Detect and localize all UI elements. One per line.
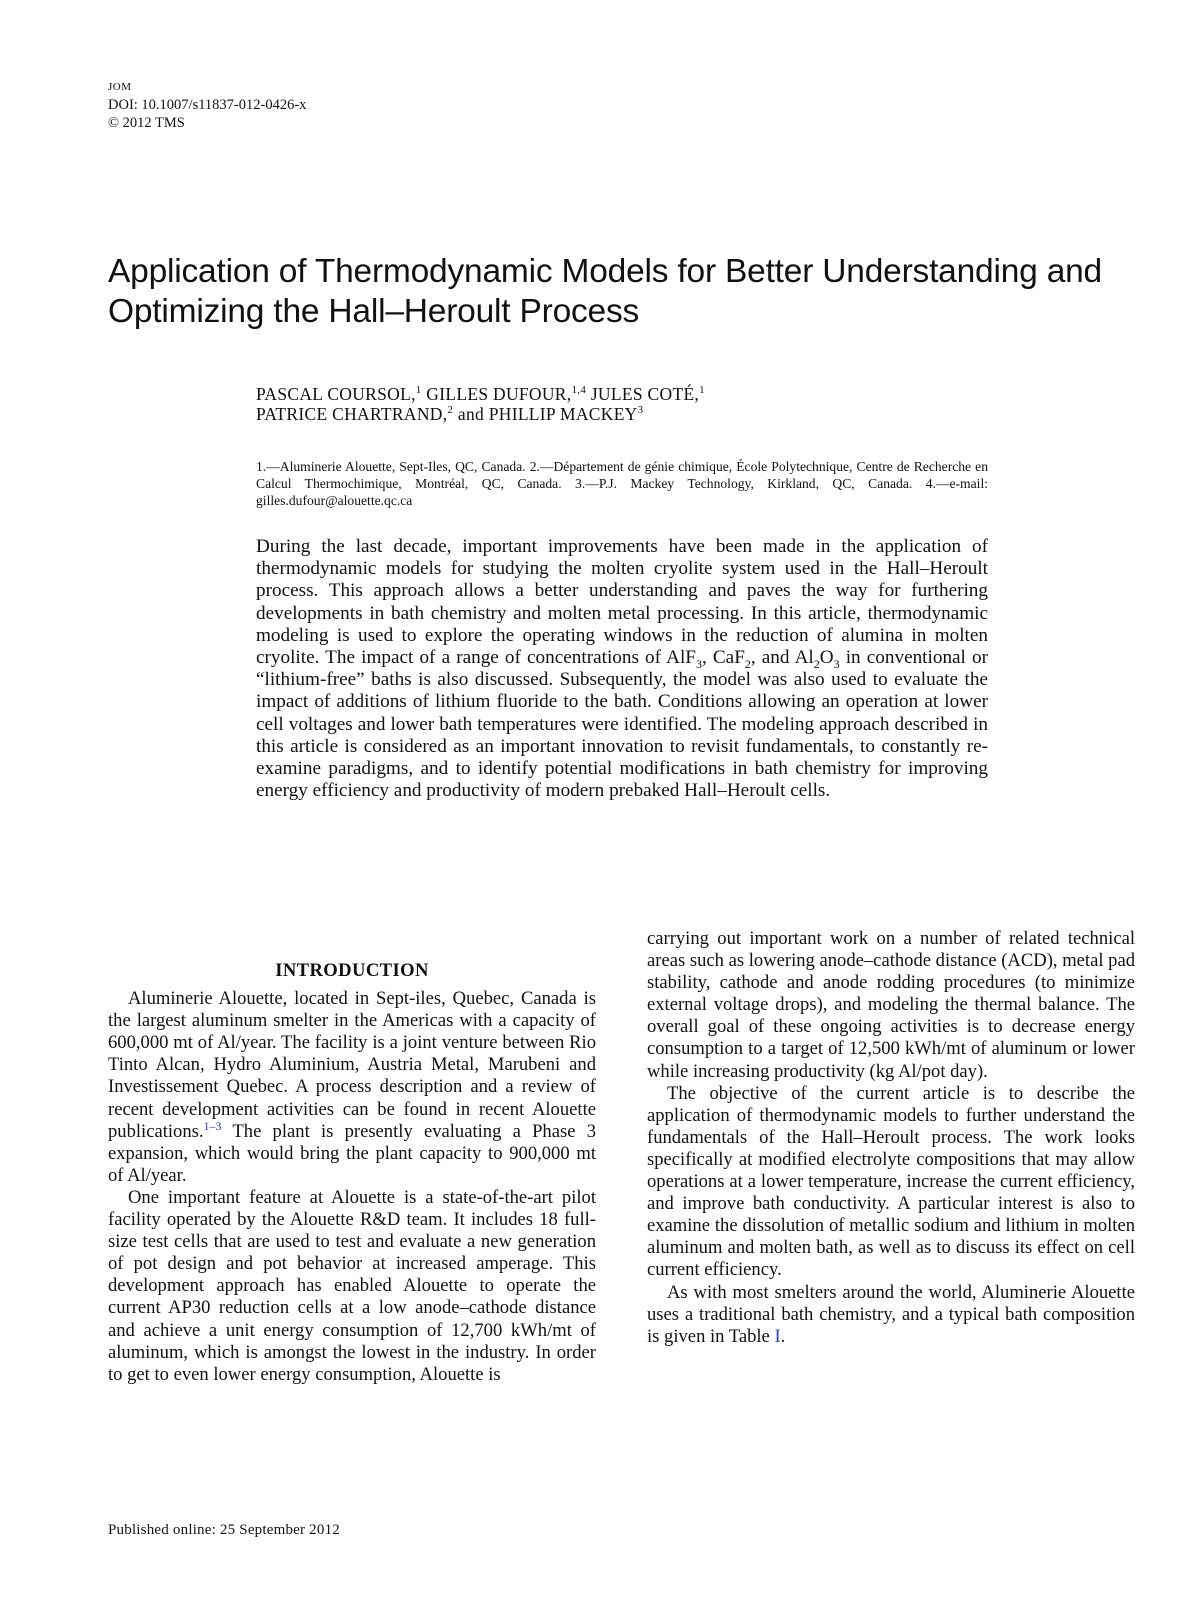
formula-text: CaF [712,647,745,669]
abstract-text: During the last decade, important improvements have been made in the application of thermodynamic models for studying the molten cryolite system used in the Hall–Heroult process. This approach allows a better understanding and paves the way for furthering developments in bath chemistry and molten metal processing. In this article, thermodynamic modeling is used to explore the operating windows in the reduction of alumina in molten cryolite. The impact of a range of concentrations of [256,536,988,669]
author-name: PASCAL COURSOL, [256,384,416,404]
formula-alf3 [666,647,702,671]
abstract [256,536,988,802]
paragraph-text: . [780,1325,786,1347]
body-paragraph: carrying out important work on a number of related technical areas such as lowering anode–cathode distance (ACD), metal pad stability, cathode and anode rodding procedures (to minimize external voltage drops), and modeling the thermal balance. The overall goal of these ongoing activities is to decrease energy consumption to a target of 12,500 kWh/mt of aluminum or lower while increasing productivity (kg Al/pot day). [647,928,1135,1082]
formula-subscript: 2 [813,656,820,671]
abstract-text: , [701,647,713,669]
article-header-meta [108,78,306,132]
body-paragraph: One important feature at Alouette is a state-of-the-art pilot facility operated by the Alouette R&D team. It includes 18 full-size test cells that are used to test and evaluate a new generation of pot design and pot behavior at increased amperage. This development approach has enabled Alouette to operate the current AP30 reduction cells at a low anode–cathode distance and achieve a unit energy consumption of 12,700 kWh/mt of aluminum, which is amongst the lowest in the industry. In order to get to even lower energy consumption, Alouette is [108,1186,596,1385]
body-column-right [647,928,1135,1348]
author-affiliation-marker: 1 [415,384,422,397]
formula-text: Al [794,647,814,669]
paragraph-text: The plant is presently evaluating a Phase 3 expansion, which would bring the plant capacity to 900,000 mt of Al/year. [108,1120,596,1186]
author-affiliation-marker: 2 [447,404,454,417]
author-affiliation-marker: 1,4 [571,384,587,397]
formula-subscript: 2 [744,656,751,671]
section-heading-introduction: INTRODUCTION [275,960,429,981]
table-link[interactable]: I [774,1325,781,1347]
article-title: Application of Thermodynamic Models for Better Understanding and Optimizing the Hall–Heroult Process [108,253,1102,330]
author-name: and PHILLIP MACKEY [457,404,638,424]
formula-text: AlF [666,647,696,669]
formula-al2o3 [794,647,840,671]
published-online-date: Published online: 25 September 2012 [108,1522,340,1538]
formula-text: O [819,647,834,669]
affiliations: 1.—Aluminerie Alouette, Sept-Iles, QC, Canada. 2.—Département de génie chimique, École Polytechnique, Centre de Recherche en Calcul Thermochimique, Montréal, QC, Canada. 3.—P.J. Mackey Technology, Kirkland, QC, Canada. 4.—e-mail: gilles.dufour@alouette.qc.ca [256,459,988,508]
body-paragraph [647,1282,1135,1348]
author-name: PATRICE CHARTRAND, [256,404,448,424]
body-column-left [108,960,596,1386]
body-paragraph: The objective of the current article is to describe the application of thermodynamic models to further understand the fundamentals of the Hall–Heroult process. The work looks specifically at modified electrolyte compositions that may allow operations at a lower temperature, increase the current efficiency, and improve bath conductivity. A particular interest is also to examine the dissolution of metallic sodium and lithium in molten aluminum and molten bath, as well as to discuss its effect on cell current efficiency. [647,1082,1135,1281]
journal-name: JOM [108,81,132,93]
formula-caf2 [712,647,751,671]
author-affiliation-marker: 1 [699,384,705,397]
formula-subscript: 3 [695,656,702,671]
citation-link[interactable]: 1–3 [203,1118,222,1133]
body-paragraph [108,988,596,1187]
author-affiliation-marker: 3 [637,404,644,417]
author-name: JULES COTÉ, [590,384,700,404]
copyright: © 2012 TMS [108,115,185,131]
author-list [256,384,1016,424]
abstract-text: in conventional or “lithium-free” baths is also discussed. Subsequently, the model was also used to evaluate the impact of additions of lithium fluoride to the bath. Conditions allowing an operation at lower cell voltages and lower bath temperatures were identified. The modeling approach described in this article is considered as an important innovation to revisit fundamentals, to constantly re-examine paradigms, and to identify potential modifications in bath chemistry for improving energy efficiency and productivity of modern prebaked Hall–Heroult cells. [256,647,988,802]
paragraph-text: Aluminerie Alouette, located in Sept-iles, Quebec, Canada is the largest aluminum smelter in the Americas with a capacity of 600,000 mt of Al/year. The facility is a joint venture between Rio Tinto Alcan, Hydro Aluminium, Austria Metal, Marubeni and Investissement Quebec. A process description and a review of recent development activities can be found in recent Alouette publications. [108,988,596,1142]
author-name: GILLES DUFOUR, [426,384,572,404]
abstract-text: , and [750,647,795,669]
formula-subscript: 3 [833,656,840,671]
doi[interactable]: DOI: 10.1007/s11837-012-0426-x [108,97,307,113]
paragraph-text: As with most smelters around the world, Aluminerie Alouette uses a traditional bath chemistry, and a typical bath composition is given in Table [647,1281,1135,1347]
